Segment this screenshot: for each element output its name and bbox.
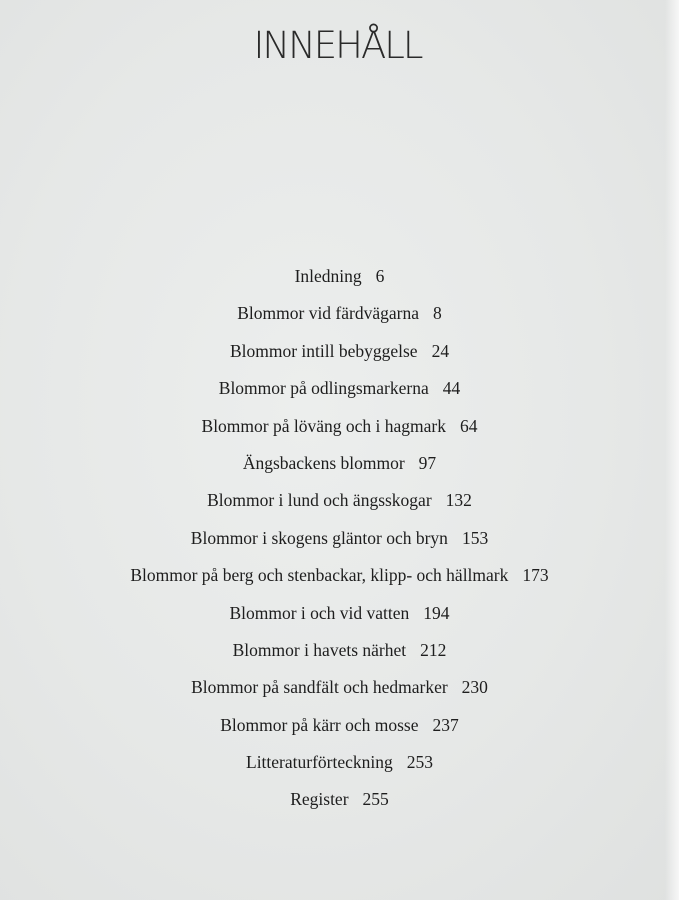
toc-entry (0, 488, 679, 525)
toc-entry-title: Blommor i och vid vatten (229, 602, 410, 623)
toc-entry-page: 24 (431, 340, 450, 361)
toc-entry-title: Blommor på berg och stenbackar, klipp- och hällmark (130, 565, 509, 586)
toc-entry-title: Litteraturförteckning (246, 752, 393, 773)
toc-entry-title: Blommor vid färdvägarna (237, 303, 419, 324)
toc-entry-title: Inledning (294, 266, 362, 286)
toc-entry-page: 253 (406, 752, 433, 773)
toc-entry-title: Blommor på kärr och mosse (220, 714, 419, 735)
toc-entry (0, 675, 679, 712)
toc-entry (0, 638, 679, 675)
toc-entry-page: 255 (362, 789, 389, 810)
toc-entry (0, 713, 679, 750)
table-of-contents (0, 264, 679, 825)
toc-entry (0, 339, 679, 376)
toc-entry (0, 264, 679, 301)
toc-entry-title: Blommor i skogens gläntor och bryn (190, 527, 448, 548)
toc-entry (0, 376, 679, 413)
toc-entry (0, 750, 679, 787)
toc-entry-page: 44 (442, 378, 461, 399)
toc-entry-page: 97 (418, 452, 437, 473)
toc-entry-title: Blommor på sandfält och hedmarker (191, 677, 448, 698)
toc-entry-title: Blommor i havets närhet (232, 639, 407, 660)
toc-entry-page: 194 (423, 602, 450, 623)
toc-entry-title: Blommor i lund och ängsskogar (207, 490, 432, 511)
toc-entry-title: Blommor på löväng och i hagmark (201, 415, 446, 436)
toc-entry (0, 563, 679, 600)
toc-entry (0, 526, 679, 563)
toc-entry (0, 414, 679, 451)
toc-entry-title: Blommor intill bebyggelse (229, 340, 418, 361)
toc-entry (0, 301, 679, 338)
toc-entry (0, 787, 679, 824)
toc-entry (0, 601, 679, 638)
toc-entry-page: 230 (461, 677, 488, 698)
toc-entry-page: 173 (522, 565, 549, 586)
toc-entry-page: 64 (459, 415, 478, 436)
toc-entry (0, 451, 679, 488)
toc-entry-title: Blommor på odlingsmarkerna (218, 378, 429, 399)
toc-entry-page: 8 (433, 303, 442, 324)
toc-entry-page: 132 (445, 490, 472, 511)
toc-entry-page: 153 (461, 527, 489, 548)
page-title: INNEHÅLL (253, 24, 422, 67)
toc-entry-page: 237 (432, 714, 459, 735)
toc-entry-page: 6 (375, 266, 385, 286)
toc-entry-title: Register (290, 789, 349, 810)
toc-entry-title: Ängsbackens blommor (242, 452, 405, 473)
toc-entry-page: 212 (420, 639, 447, 660)
